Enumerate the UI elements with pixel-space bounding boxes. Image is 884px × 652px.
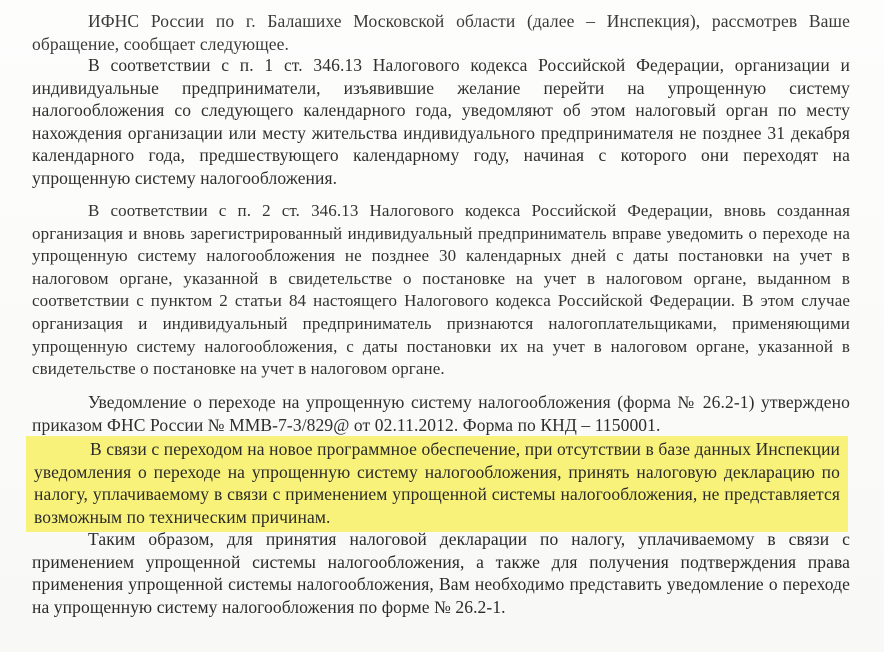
paragraph-highlighted-software-notice xyxy=(26,436,848,532)
paragraph-article-346-13-p2-text: В соответствии с п. 2 ст. 346.13 Налогового кодекса Российской Федерации, вновь созданная организация и вновь зарегистрированный индивидуальный предприниматель вправе уведомить о переходе на упрощенную систему налогообложения не позднее 30 календарных дней с даты постановки на учет в налоговом органе, указанной в свидетельстве о постановке на учет в налоговом органе, выданном в соответствии с пунктом 2 статьи 84 настоящего Налогового кодекса Российской Федерации. В этом случае организация и индивидуальный предприниматель признаются налогоплательщиками, применяющими упрощенную систему налогообложения, с даты постановки их на учет в налоговом органе, указанной в свидетельстве о постановке на учет в налоговом органе. xyxy=(32,201,850,379)
paragraph-highlighted-software-notice-text: В связи с переходом на новое программное обеспечение, при отсутствии в базе данных Инспекции уведомления о переходе на упрощенную систему налогообложения, принять налоговую декларацию по налогу, уплачиваемому в связи с применением упрощенной системы налогообложения, не представляется возможным по техническим причинам. xyxy=(34,439,840,527)
paragraph-intro xyxy=(32,10,850,55)
paragraph-conclusion xyxy=(32,528,850,618)
paragraph-article-346-13-p1 xyxy=(32,54,850,189)
paragraph-form-approval xyxy=(32,391,850,436)
paragraph-conclusion-text: Таким образом, для принятия налоговой декларации по налогу, уплачиваемому в связи с применением упрощенной системы налогообложения, а также для получения подтверждения права применения упрощенной системы налогообложения, Вам необходимо представить уведомление о переходе на упрощенную систему налогообложения по форме № 26.2-1. xyxy=(32,529,850,617)
paragraph-intro-text: ИФНС России по г. Балашихе Московской области (далее – Инспекция), рассмотрев Ваше обращение, сообщает следующее. xyxy=(32,11,850,54)
paragraph-article-346-13-p1-text: В соответствии с п. 1 ст. 346.13 Налогового кодекса Российской Федерации, организации и индивидуальные предприниматели, изъявившие желание перейти на упрощенную систему налогообложения со следующего календарного года, уведомляют об этом налоговый орган по месту нахождения организации или месту жительства индивидуального предпринимателя не позднее 31 декабря календарного года, предшествующего календарному году, начиная с которого они переходят на упрощенную систему налогообложения. xyxy=(32,55,850,188)
paragraph-form-approval-text: Уведомление о переходе на упрощенную систему налогообложения (форма № 26.2-1) утверждено приказом ФНС России № ММВ-7-3/829@ от 02.11.2012. Форма по КНД – 1150001. xyxy=(32,392,850,435)
paragraph-article-346-13-p2 xyxy=(32,200,850,381)
